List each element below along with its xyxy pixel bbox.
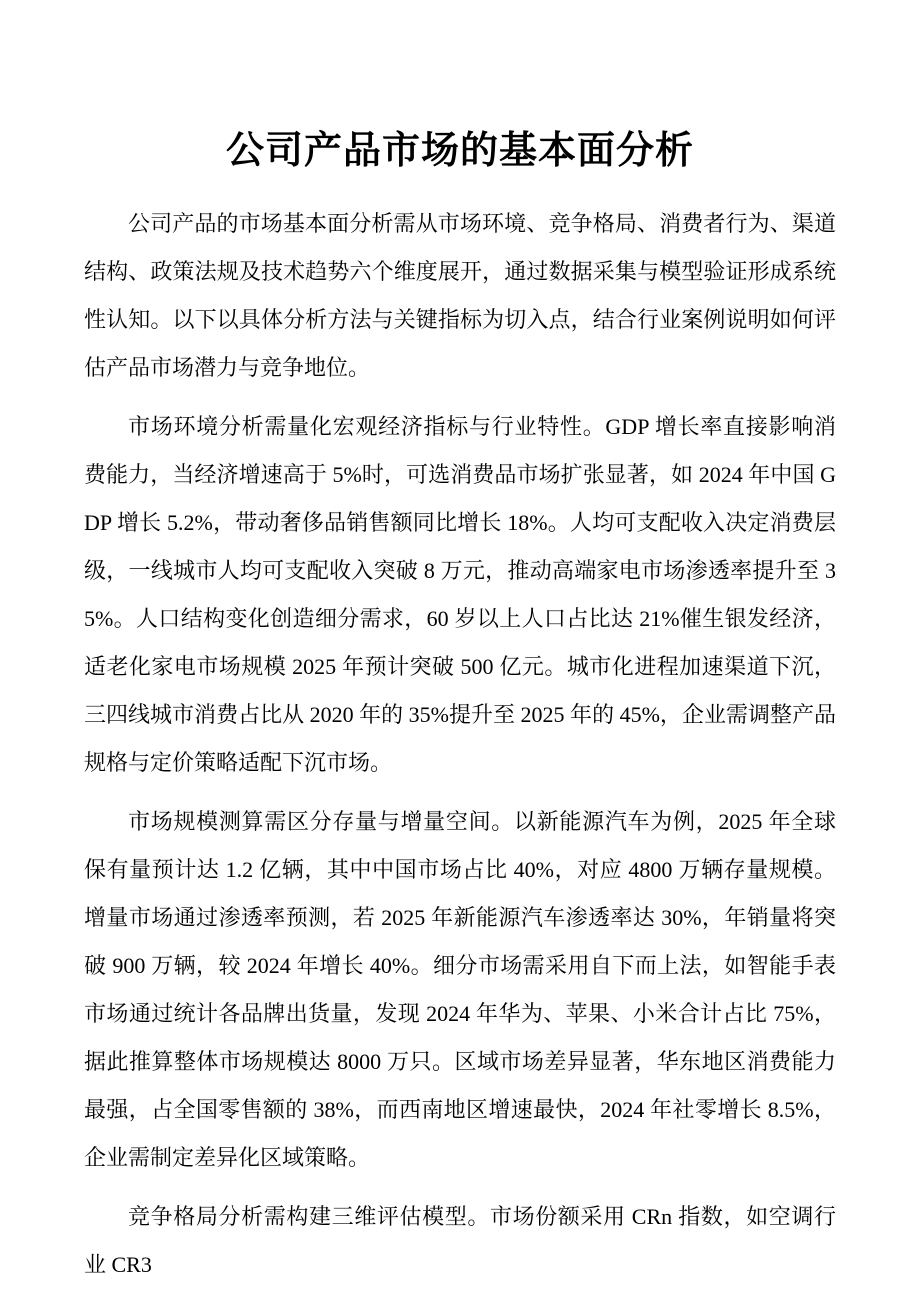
paragraph-market-size: 市场规模测算需区分存量与增量空间。以新能源汽车为例，2025 年全球保有量预计达 1.2 亿辆，其中中国市场占比 40%，对应 4800 万辆存量规模。增量市场通过渗透率预测，若 2025 年新能源汽车渗透率达 30%，年销量将突破 900 万辆，较 2024 年增长 40%。细分市场需采用自下而上法，如智能手表市场通过统计各品牌出货量，发现 2024 年华为、苹果、小米合计占比 75%，据此推算整体市场规模达 8000 万只。区域市场差异显著，华东地区消费能力最强，占全国零售额的 38%，而西南地区增速最快，2024 年社零增长 8.5%，企业需制定差异化区域策略。	[84, 809, 836, 1170]
paragraph-intro: 公司产品的市场基本面分析需从市场环境、竞争格局、消费者行为、渠道结构、政策法规及技术趋势六个维度展开，通过数据采集与模型验证形成系统性认知。以下以具体分析方法与关键指标为切入点，结合行业案例说明如何评估产品市场潜力与竞争地位。	[84, 211, 836, 380]
paragraph-competitive-landscape: 竞争格局分析需构建三维评估模型。市场份额采用 CRn 指数，如空调行业 CR3	[84, 1204, 836, 1277]
document-title: 公司产品市场的基本面分析	[225, 128, 694, 172]
paragraph-market-environment: 市场环境分析需量化宏观经济指标与行业特性。GDP 增长率直接影响消费能力，当经济增速高于 5%时，可选消费品市场扩张显著，如 2024 年中国 GDP 增长 5.2%，带动奢侈品销售额同比增长 18%。人均可支配收入决定消费层级，一线城市人均可支配收入突破 8 万元，推动高端家电市场渗透率提升至 35%。人口结构变化创造细分需求，60 岁以上人口占比达 21%催生银发经济，适老化家电市场规模 2025 年预计突破 500 亿元。城市化进程加速渠道下沉，三四线城市消费占比从 2020 年的 35%提升至 2025 年的 45%，企业需调整产品规格与定价策略适配下沉市场。	[84, 414, 836, 775]
